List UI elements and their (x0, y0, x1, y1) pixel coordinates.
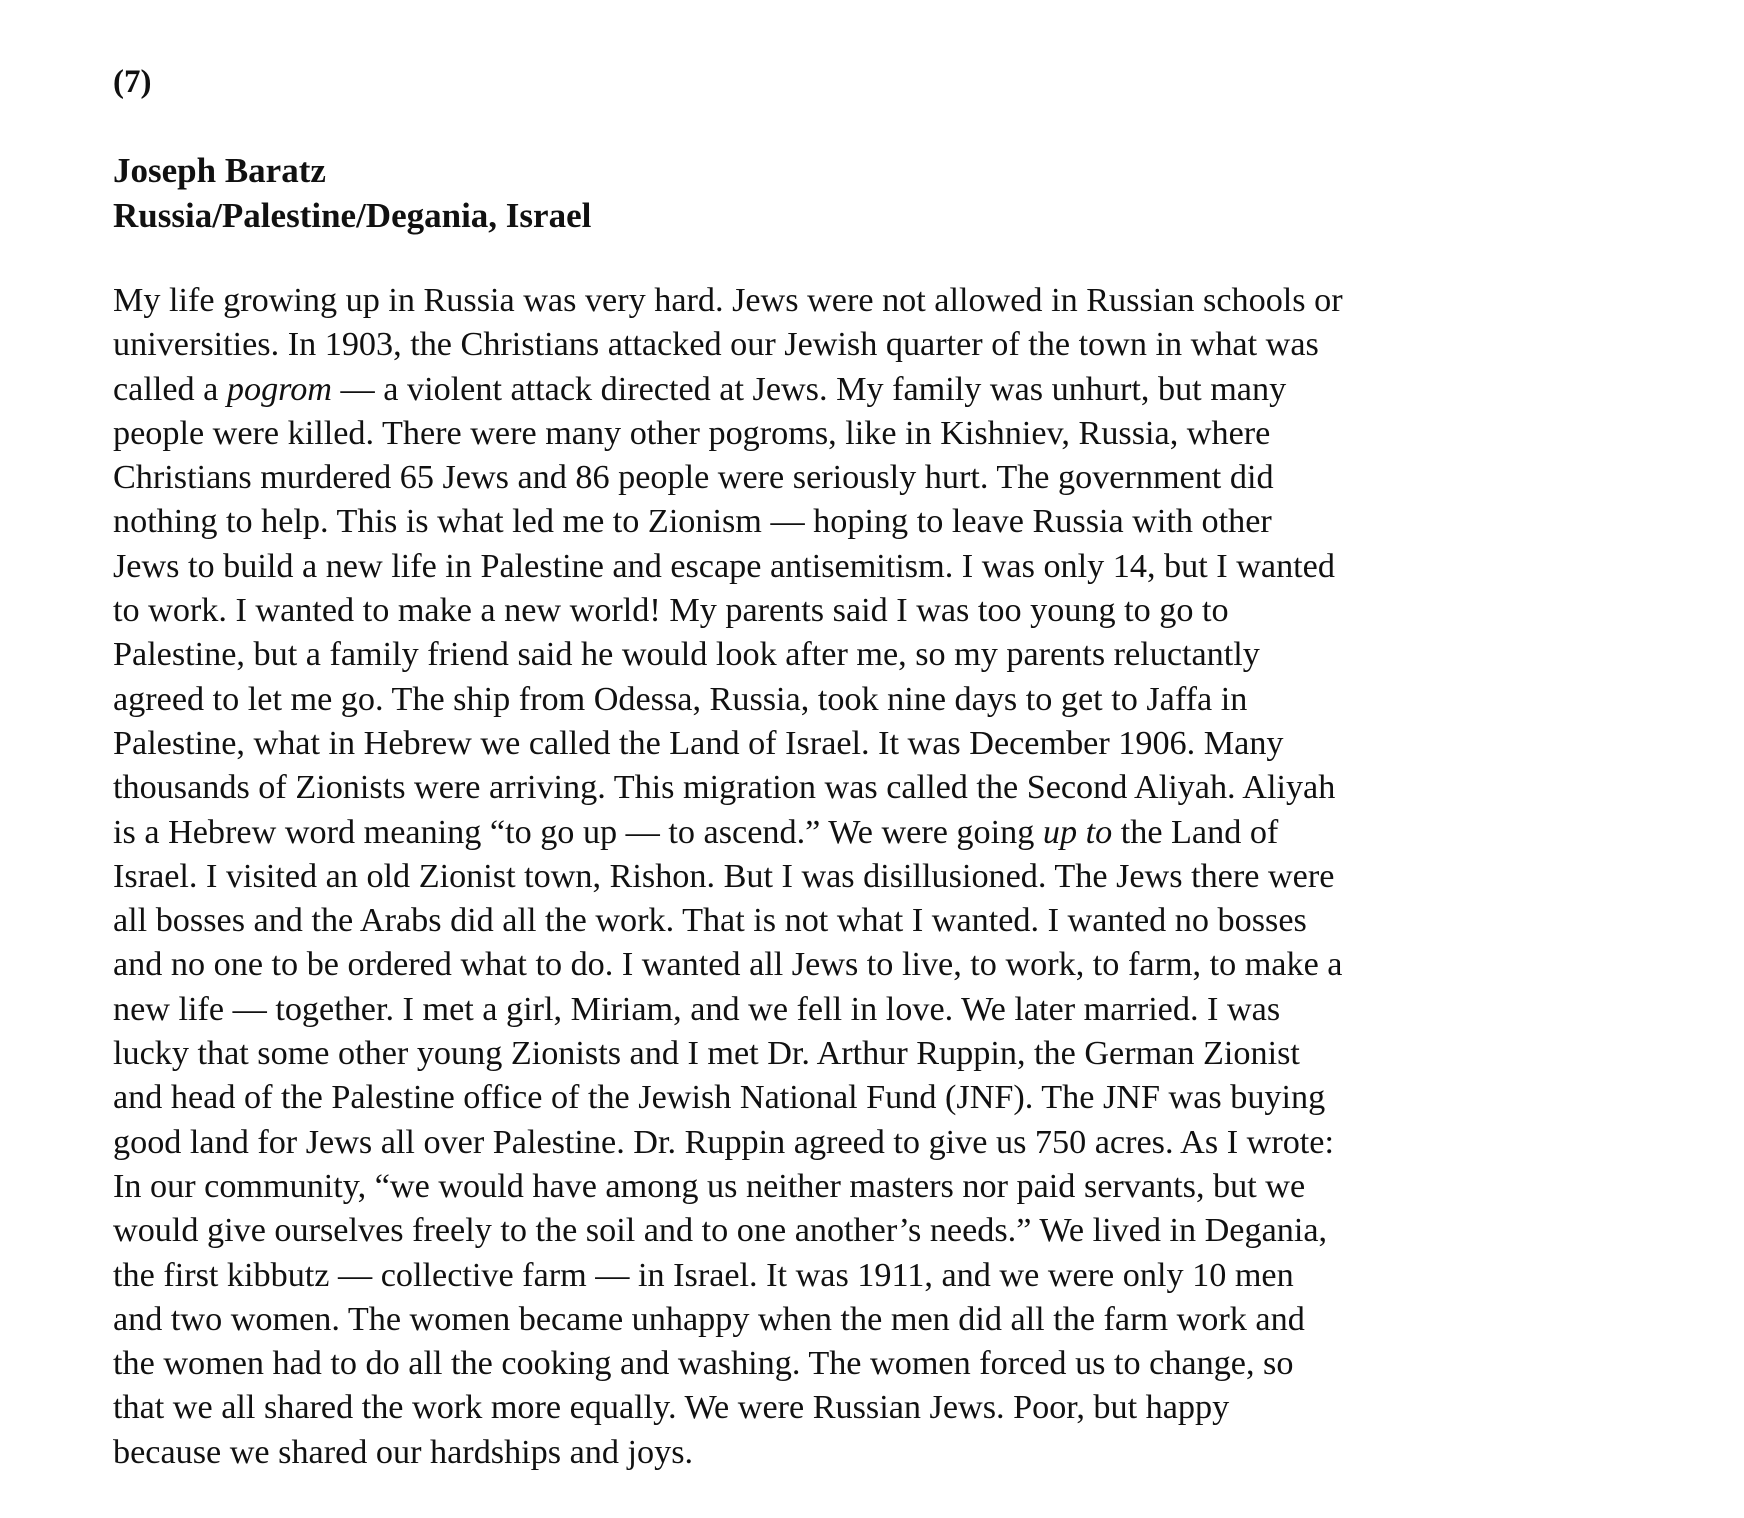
text-line (113, 811, 1513, 855)
text-segment: is a Hebrew word meaning “to go up — to ascend.” We were going (113, 813, 1043, 851)
text-segment: nothing to help. This is what led me to Zionism — hoping to leave Russia with other (113, 503, 1272, 541)
text-line (113, 855, 1513, 899)
text-line (113, 1431, 1513, 1475)
text-segment: lucky that some other young Zionists and I met Dr. Arthur Ruppin, the German Zionist (113, 1035, 1300, 1073)
heading-block (113, 148, 1513, 238)
text-segment: new life — together. I met a girl, Miriam, and we fell in love. We later married. I was (113, 990, 1281, 1028)
text-segment: the first kibbutz — collective farm — in Israel. It was 1911, and we were only 10 men (113, 1256, 1294, 1294)
text-segment: Israel. I visited an old Zionist town, Rishon. But I was disillusioned. The Jews there were (113, 857, 1335, 895)
text-segment: thousands of Zionists were arriving. This migration was called the Second Aliyah. Aliyah (113, 769, 1336, 807)
text-line (113, 589, 1513, 633)
text-line (113, 279, 1513, 323)
text-segment: Palestine, but a family friend said he would look after me, so my parents reluctantly (113, 636, 1260, 674)
text-segment: good land for Jews all over Palestine. Dr. Ruppin agreed to give us 750 acres. As I wrote: (113, 1123, 1334, 1161)
text-line (113, 412, 1513, 456)
text-segment: all bosses and the Arabs did all the work. That is not what I wanted. I wanted no bosses (113, 902, 1307, 940)
text-segment: would give ourselves freely to the soil and to one another’s needs.” We lived in Degania, (113, 1212, 1328, 1250)
text-line (113, 545, 1513, 589)
text-line (113, 943, 1513, 987)
text-line (113, 766, 1513, 810)
text-segment: agreed to let me go. The ship from Odessa, Russia, took nine days to get to Jaffa in (113, 680, 1248, 718)
text-line (113, 1254, 1513, 1298)
text-line (113, 1165, 1513, 1209)
text-segment: Jews to build a new life in Palestine and escape antisemitism. I was only 14, but I wanted (113, 547, 1335, 585)
text-line (113, 456, 1513, 500)
text-line (113, 899, 1513, 943)
text-line (113, 1386, 1513, 1430)
text-segment: called a (113, 370, 227, 408)
text-line (113, 1342, 1513, 1386)
text-line (113, 323, 1513, 367)
document-page (113, 60, 1513, 1475)
text-line (113, 1298, 1513, 1342)
italic-term: up to (1042, 813, 1113, 851)
text-segment: the women had to do all the cooking and washing. The women forced us to change, so (113, 1345, 1294, 1383)
text-line (113, 633, 1513, 677)
body-paragraph (113, 279, 1513, 1475)
text-segment: and no one to be ordered what to do. I wanted all Jews to live, to work, to farm, to make a (113, 946, 1343, 984)
text-segment: people were killed. There were many other pogroms, like in Kishniev, Russia, where (113, 414, 1271, 452)
person-location: Russia/Palestine/Degania, Israel (113, 196, 592, 235)
text-line (113, 1209, 1513, 1253)
text-line (113, 500, 1513, 544)
person-name: Joseph Baratz (113, 151, 326, 190)
text-line (113, 1076, 1513, 1120)
italic-term: pogrom (226, 370, 332, 408)
text-segment: because we shared our hardships and joys. (113, 1433, 694, 1471)
section-number: (7) (113, 64, 152, 100)
text-segment: Christians murdered 65 Jews and 86 people were seriously hurt. The government did (113, 459, 1274, 497)
text-segment: and head of the Palestine office of the Jewish National Fund (JNF). The JNF was buying (113, 1079, 1326, 1117)
text-line (113, 368, 1513, 412)
text-segment: In our community, “we would have among us neither masters nor paid servants, but we (113, 1167, 1306, 1205)
text-segment: and two women. The women became unhappy when the men did all the farm work and (113, 1300, 1305, 1338)
text-line (113, 1032, 1513, 1076)
text-segment: My life growing up in Russia was very hard. Jews were not allowed in Russian schools or (113, 282, 1343, 319)
text-line (113, 722, 1513, 766)
text-segment: universities. In 1903, the Christians attacked our Jewish quarter of the town in what was (113, 326, 1319, 364)
text-segment: to work. I wanted to make a new world! My parents said I was too young to go to (113, 592, 1229, 630)
text-line (113, 1121, 1513, 1165)
text-line (113, 678, 1513, 722)
text-segment: — a violent attack directed at Jews. My family was unhurt, but many (332, 370, 1287, 408)
text-segment: Palestine, what in Hebrew we called the Land of Israel. It was December 1906. Many (113, 724, 1284, 762)
text-segment: that we all shared the work more equally. We were Russian Jews. Poor, but happy (113, 1389, 1230, 1427)
text-line (113, 988, 1513, 1032)
text-segment: the Land of (1112, 813, 1279, 851)
